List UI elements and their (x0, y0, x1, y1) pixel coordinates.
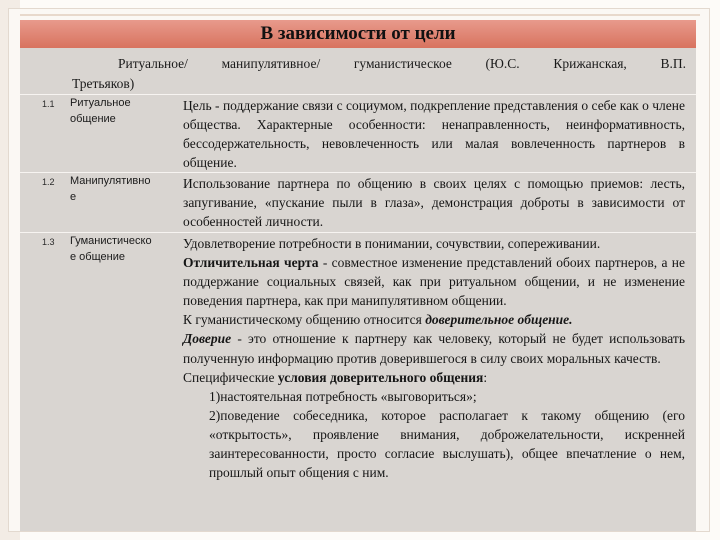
row-name: Гуманистическое общение (70, 235, 152, 263)
paragraph-purpose: Удовлетворение потребности в понимании, сочувствии, сопереживании. (183, 236, 601, 251)
row-number: 1.1 (42, 99, 55, 109)
top-rule (20, 14, 700, 16)
trust-communication-term: доверительное общение. (425, 312, 573, 328)
content-table (20, 48, 696, 530)
paragraph-conditions (183, 368, 685, 387)
header-line-2: Третьяков) (72, 76, 135, 91)
distinctive-feature-text: - совместное изменение представлений обоих партнеров, а не поддержание социальных связей, как при ритуальном общении, и не изменение поведения партнера, как при манипулятивном общении. (183, 255, 685, 309)
conditions-intro: Специфические (183, 369, 278, 385)
row-description: Цель - поддержание связи с социумом, подкрепление представления о себе как о члене общества. Характерные особенности: ненаправленность, неинформативность, бессодержательность, невовлеченность или малая вовлеченность партнеров в общение. (183, 98, 685, 171)
conditions-colon: : (483, 369, 488, 385)
header-line-1: Ритуальное/ манипулятивное/ гуманистическое (Ю.С. Крижанская, В.П. (118, 56, 686, 71)
trust-intro: К гуманистическому общению относится (183, 312, 426, 328)
table-header-row (20, 48, 696, 94)
table-row (20, 172, 696, 233)
row-name: Манипулятивное (70, 175, 151, 203)
row-description: Использование партнера по общению в своих целях с помощью приемов: лесть, запугивание, «пускание пыли в глаза», демонстрация доброты в зависимости от особенностей личности. (183, 176, 685, 230)
distinctive-feature-label: Отличительная черта (183, 255, 319, 271)
row-number: 1.2 (42, 177, 55, 187)
paragraph-distinctive-feature (183, 253, 685, 310)
conditions-term: условия доверительного общения (277, 369, 484, 385)
paragraph-trust-definition (183, 329, 685, 367)
trust-term: Доверие (183, 331, 232, 347)
table-row (20, 232, 696, 531)
trust-definition: - это отношение к партнеру как человеку, который не будет использовать полученную информацию против доверившегося в силу своих моральных качеств. (183, 331, 685, 366)
row-number: 1.3 (42, 237, 55, 247)
slide-title: В зависимости от цели (260, 23, 456, 44)
row-name: Ритуальное общение (70, 97, 131, 125)
list-item: 2)поведение собеседника, которое располагает к такому общению (его «открытость», проявление внимания, доброжелательности, искренней заинтересованности, просто согласие выслушать), общее впечатление о нем, прошлый опыт общения с ним. (209, 407, 685, 481)
paragraph-trust-communication (183, 310, 685, 329)
list-item: 1)настоятельная потребность «выговориться»; (209, 388, 477, 404)
table-row (20, 94, 696, 173)
row-description (183, 234, 685, 482)
